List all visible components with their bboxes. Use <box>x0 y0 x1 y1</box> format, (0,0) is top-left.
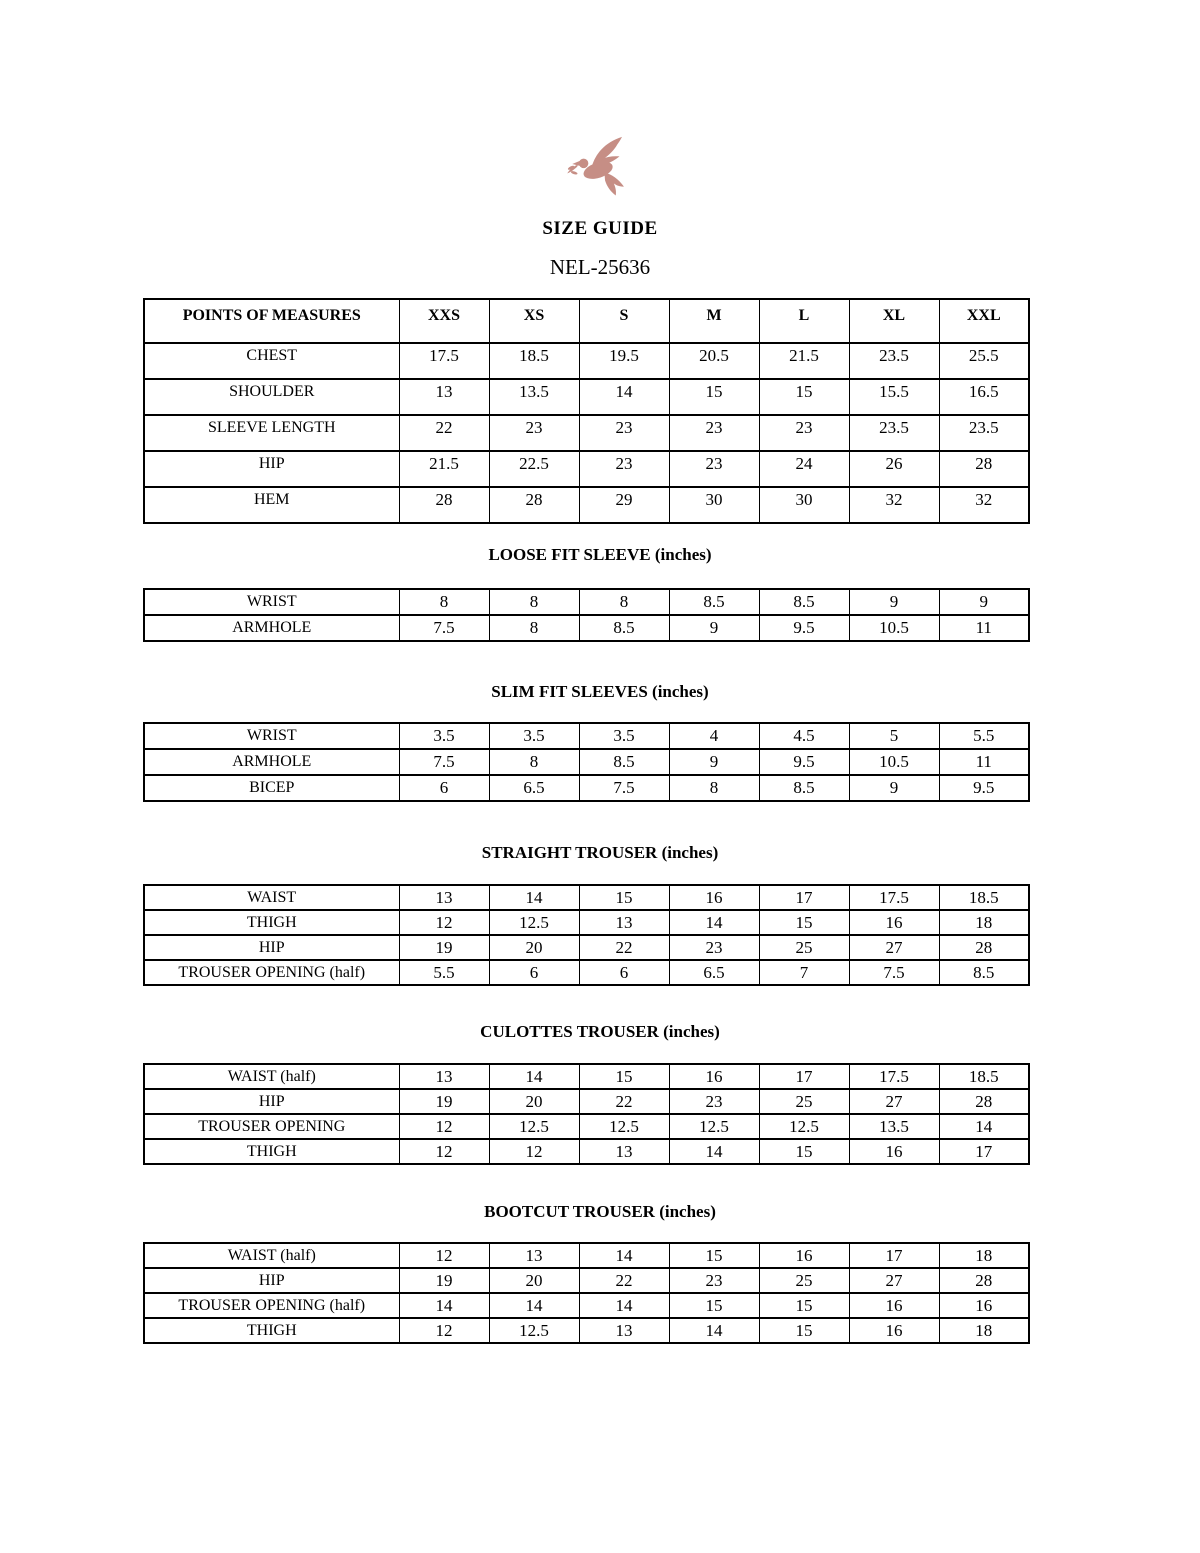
value-cell: 23 <box>669 1268 759 1293</box>
value-cell: 13 <box>399 1064 489 1089</box>
section-title-straight-trouser: STRAIGHT TROUSER (inches) <box>481 843 719 862</box>
value-cell: 9 <box>939 589 1029 615</box>
value-cell: 8.5 <box>759 589 849 615</box>
value-cell: 14 <box>579 379 669 415</box>
value-cell: 28 <box>939 1089 1029 1114</box>
value-cell: 30 <box>669 487 759 523</box>
value-cell: 3.5 <box>399 723 489 749</box>
loose-fit-sleeve-table <box>143 588 1030 642</box>
value-cell: 28 <box>489 487 579 523</box>
value-cell: 9.5 <box>759 615 849 641</box>
value-cell: 17.5 <box>849 885 939 910</box>
value-cell: 23 <box>579 415 669 451</box>
row-label: HEM <box>144 487 399 523</box>
value-cell: 22 <box>579 1268 669 1293</box>
value-cell: 23 <box>669 415 759 451</box>
value-cell: 20 <box>489 1089 579 1114</box>
product-code: NEL-25636 <box>549 255 651 279</box>
value-cell: 16 <box>849 1318 939 1343</box>
value-cell: 27 <box>849 1268 939 1293</box>
value-cell: 12 <box>399 1243 489 1268</box>
row-label: BICEP <box>144 775 399 801</box>
value-cell: 7.5 <box>399 615 489 641</box>
row-label: TROUSER OPENING (half) <box>144 960 399 985</box>
dove-with-olive-branch-icon <box>565 135 635 198</box>
row-label: HIP <box>144 935 399 960</box>
value-cell: 13 <box>579 1139 669 1164</box>
value-cell: 12.5 <box>759 1114 849 1139</box>
value-cell: 23.5 <box>849 343 939 379</box>
value-cell: 22 <box>579 935 669 960</box>
header-size-xxl: XXL <box>939 299 1029 343</box>
value-cell: 14 <box>489 1293 579 1318</box>
value-cell: 11 <box>939 615 1029 641</box>
value-cell: 18.5 <box>939 885 1029 910</box>
table-row <box>144 1114 1029 1139</box>
value-cell: 7.5 <box>399 749 489 775</box>
value-cell: 15 <box>759 1318 849 1343</box>
value-cell: 17.5 <box>849 1064 939 1089</box>
value-cell: 15 <box>759 379 849 415</box>
value-cell: 12 <box>399 1139 489 1164</box>
value-cell: 16 <box>939 1293 1029 1318</box>
culottes-trouser-table <box>143 1063 1030 1165</box>
value-cell: 9.5 <box>939 775 1029 801</box>
row-label: HIP <box>144 1268 399 1293</box>
value-cell: 8.5 <box>579 749 669 775</box>
value-cell: 8.5 <box>759 775 849 801</box>
row-label: THIGH <box>144 1318 399 1343</box>
value-cell: 12 <box>399 1318 489 1343</box>
value-cell: 23.5 <box>939 415 1029 451</box>
value-cell: 15 <box>669 379 759 415</box>
value-cell: 14 <box>399 1293 489 1318</box>
value-cell: 5 <box>849 723 939 749</box>
header-size-l: L <box>759 299 849 343</box>
bootcut-trouser-table <box>143 1242 1030 1344</box>
header-size-m: M <box>669 299 759 343</box>
table-row <box>144 749 1029 775</box>
value-cell: 9 <box>669 615 759 641</box>
value-cell: 16 <box>849 910 939 935</box>
value-cell: 32 <box>849 487 939 523</box>
value-cell: 11 <box>939 749 1029 775</box>
value-cell: 8 <box>489 749 579 775</box>
value-cell: 12 <box>399 1114 489 1139</box>
value-cell: 10.5 <box>849 749 939 775</box>
table-row <box>144 343 1029 379</box>
value-cell: 14 <box>579 1243 669 1268</box>
value-cell: 12 <box>399 910 489 935</box>
value-cell: 21.5 <box>759 343 849 379</box>
value-cell: 25 <box>759 1089 849 1114</box>
value-cell: 15 <box>579 1064 669 1089</box>
value-cell: 17.5 <box>399 343 489 379</box>
value-cell: 10.5 <box>849 615 939 641</box>
value-cell: 18.5 <box>939 1064 1029 1089</box>
slim-fit-sleeves-table <box>143 722 1030 802</box>
straight-trouser-table <box>143 884 1030 986</box>
value-cell: 16 <box>669 885 759 910</box>
value-cell: 19 <box>399 935 489 960</box>
value-cell: 29 <box>579 487 669 523</box>
table-row <box>144 451 1029 487</box>
value-cell: 14 <box>579 1293 669 1318</box>
row-label: HIP <box>144 451 399 487</box>
value-cell: 12.5 <box>489 1114 579 1139</box>
value-cell: 18.5 <box>489 343 579 379</box>
value-cell: 13 <box>399 885 489 910</box>
value-cell: 23 <box>579 451 669 487</box>
value-cell: 20 <box>489 935 579 960</box>
section-title-bootcut-trouser: BOOTCUT TROUSER (inches) <box>484 1202 716 1221</box>
table-row <box>144 615 1029 641</box>
section-title-slim-fit-sleeves: SLIM FIT SLEEVES (inches) <box>491 682 709 701</box>
row-label: ARMHOLE <box>144 749 399 775</box>
row-label: ARMHOLE <box>144 615 399 641</box>
value-cell: 24 <box>759 451 849 487</box>
value-cell: 18 <box>939 910 1029 935</box>
value-cell: 30 <box>759 487 849 523</box>
value-cell: 32 <box>939 487 1029 523</box>
value-cell: 9 <box>849 775 939 801</box>
value-cell: 7.5 <box>579 775 669 801</box>
value-cell: 15 <box>669 1243 759 1268</box>
value-cell: 5.5 <box>399 960 489 985</box>
row-label: THIGH <box>144 910 399 935</box>
value-cell: 6.5 <box>489 775 579 801</box>
row-label: SLEEVE LENGTH <box>144 415 399 451</box>
value-cell: 28 <box>939 451 1029 487</box>
value-cell: 16 <box>669 1064 759 1089</box>
row-label: TROUSER OPENING <box>144 1114 399 1139</box>
value-cell: 6 <box>399 775 489 801</box>
value-cell: 20.5 <box>669 343 759 379</box>
value-cell: 14 <box>669 1318 759 1343</box>
value-cell: 9 <box>849 589 939 615</box>
value-cell: 6.5 <box>669 960 759 985</box>
value-cell: 26 <box>849 451 939 487</box>
value-cell: 13 <box>399 379 489 415</box>
value-cell: 7.5 <box>849 960 939 985</box>
value-cell: 12.5 <box>579 1114 669 1139</box>
row-label: WRIST <box>144 723 399 749</box>
value-cell: 13 <box>579 1318 669 1343</box>
value-cell: 9.5 <box>759 749 849 775</box>
value-cell: 21.5 <box>399 451 489 487</box>
table-row <box>144 379 1029 415</box>
value-cell: 23 <box>759 415 849 451</box>
row-label: HIP <box>144 1089 399 1114</box>
value-cell: 28 <box>939 935 1029 960</box>
header-size-s: S <box>579 299 669 343</box>
value-cell: 4 <box>669 723 759 749</box>
section-title-culottes-trouser: CULOTTES TROUSER (inches) <box>480 1022 720 1041</box>
table-row <box>144 723 1029 749</box>
row-label: WRIST <box>144 589 399 615</box>
value-cell: 13.5 <box>489 379 579 415</box>
value-cell: 23 <box>669 935 759 960</box>
header-size-xs: XS <box>489 299 579 343</box>
value-cell: 27 <box>849 935 939 960</box>
table-row <box>144 775 1029 801</box>
value-cell: 16 <box>849 1139 939 1164</box>
value-cell: 9 <box>669 749 759 775</box>
table-row <box>144 960 1029 985</box>
value-cell: 15 <box>759 1293 849 1318</box>
value-cell: 19.5 <box>579 343 669 379</box>
value-cell: 25 <box>759 935 849 960</box>
value-cell: 15.5 <box>849 379 939 415</box>
table-row <box>144 1318 1029 1343</box>
value-cell: 5.5 <box>939 723 1029 749</box>
row-label: WAIST (half) <box>144 1243 399 1268</box>
value-cell: 28 <box>939 1268 1029 1293</box>
table-row <box>144 1089 1029 1114</box>
value-cell: 19 <box>399 1089 489 1114</box>
value-cell: 28 <box>399 487 489 523</box>
row-label: WAIST (half) <box>144 1064 399 1089</box>
value-cell: 14 <box>489 885 579 910</box>
value-cell: 12.5 <box>489 910 579 935</box>
table-row <box>144 415 1029 451</box>
table-row <box>144 1139 1029 1164</box>
table-row <box>144 935 1029 960</box>
value-cell: 27 <box>849 1089 939 1114</box>
row-label: SHOULDER <box>144 379 399 415</box>
value-cell: 12.5 <box>669 1114 759 1139</box>
value-cell: 15 <box>759 1139 849 1164</box>
row-label: WAIST <box>144 885 399 910</box>
value-cell: 17 <box>849 1243 939 1268</box>
row-label: THIGH <box>144 1139 399 1164</box>
table-row <box>144 1268 1029 1293</box>
row-label: TROUSER OPENING (half) <box>144 1293 399 1318</box>
dove-logo <box>565 135 635 198</box>
section-title-loose-fit-sleeve: LOOSE FIT SLEEVE (inches) <box>488 545 712 564</box>
value-cell: 18 <box>939 1318 1029 1343</box>
table-row <box>144 910 1029 935</box>
table-row <box>144 885 1029 910</box>
value-cell: 15 <box>759 910 849 935</box>
table-row <box>144 1064 1029 1089</box>
value-cell: 15 <box>579 885 669 910</box>
table-row <box>144 1293 1029 1318</box>
value-cell: 17 <box>939 1139 1029 1164</box>
value-cell: 15 <box>669 1293 759 1318</box>
value-cell: 23 <box>669 1089 759 1114</box>
value-cell: 23.5 <box>849 415 939 451</box>
header-size-xl: XL <box>849 299 939 343</box>
value-cell: 12 <box>489 1139 579 1164</box>
value-cell: 14 <box>669 1139 759 1164</box>
value-cell: 14 <box>939 1114 1029 1139</box>
row-label: CHEST <box>144 343 399 379</box>
value-cell: 13 <box>579 910 669 935</box>
value-cell: 14 <box>489 1064 579 1089</box>
size-header-row <box>144 299 1029 343</box>
points-of-measures-table <box>143 298 1030 524</box>
value-cell: 16.5 <box>939 379 1029 415</box>
value-cell: 8 <box>399 589 489 615</box>
value-cell: 13.5 <box>849 1114 939 1139</box>
value-cell: 13 <box>489 1243 579 1268</box>
value-cell: 20 <box>489 1268 579 1293</box>
value-cell: 17 <box>759 1064 849 1089</box>
value-cell: 8.5 <box>939 960 1029 985</box>
value-cell: 8 <box>669 775 759 801</box>
header-points-of-measures: POINTS OF MEASURES <box>144 299 399 343</box>
value-cell: 6 <box>579 960 669 985</box>
value-cell: 23 <box>669 451 759 487</box>
value-cell: 22 <box>579 1089 669 1114</box>
value-cell: 8 <box>489 589 579 615</box>
table-row <box>144 1243 1029 1268</box>
table-row <box>144 487 1029 523</box>
value-cell: 8 <box>489 615 579 641</box>
table-row <box>144 589 1029 615</box>
value-cell: 3.5 <box>489 723 579 749</box>
value-cell: 16 <box>759 1243 849 1268</box>
value-cell: 8.5 <box>579 615 669 641</box>
value-cell: 18 <box>939 1243 1029 1268</box>
page-title: SIZE GUIDE <box>542 218 658 239</box>
value-cell: 19 <box>399 1268 489 1293</box>
value-cell: 16 <box>849 1293 939 1318</box>
value-cell: 4.5 <box>759 723 849 749</box>
value-cell: 7 <box>759 960 849 985</box>
value-cell: 8.5 <box>669 589 759 615</box>
value-cell: 22 <box>399 415 489 451</box>
value-cell: 25.5 <box>939 343 1029 379</box>
value-cell: 12.5 <box>489 1318 579 1343</box>
value-cell: 14 <box>669 910 759 935</box>
value-cell: 25 <box>759 1268 849 1293</box>
value-cell: 8 <box>579 589 669 615</box>
value-cell: 3.5 <box>579 723 669 749</box>
value-cell: 6 <box>489 960 579 985</box>
value-cell: 23 <box>489 415 579 451</box>
header-size-xxs: XXS <box>399 299 489 343</box>
value-cell: 17 <box>759 885 849 910</box>
value-cell: 22.5 <box>489 451 579 487</box>
